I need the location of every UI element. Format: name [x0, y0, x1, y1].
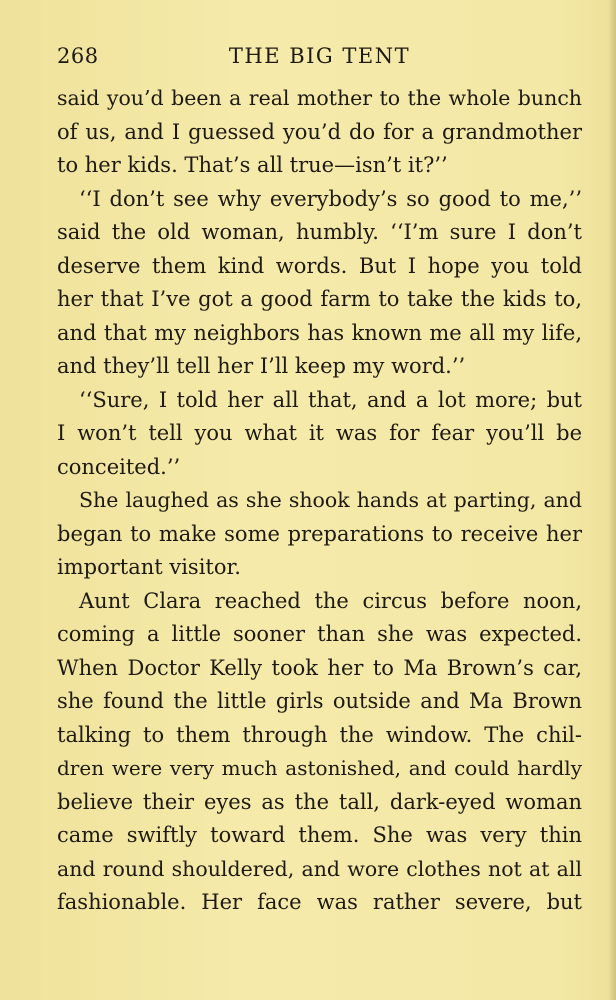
text-line: and that my neighbors has known me all my life, — [57, 320, 582, 345]
text-line: and they’ll tell her I’ll keep my word.’’ — [57, 354, 466, 378]
text-line: Aunt Clara reached the circus before noon, — [79, 588, 582, 613]
text-line: ‘‘Sure, I told her all that, and a lot more; but — [79, 387, 582, 412]
text-line: conceited.’’ — [57, 454, 181, 479]
page-edge-shadow — [608, 0, 616, 1000]
text-line: ‘‘I don’t see why everybody’s so good to me,’’ — [79, 186, 582, 211]
text-line: and round shouldered, and wore clothes not at all — [57, 856, 582, 881]
text-line: I won’t tell you what it was for fear you’ll be — [57, 421, 582, 445]
text-line: fashionable. Her face was rather severe, but — [57, 890, 582, 914]
running-title: THE BIG TENT — [228, 44, 411, 68]
text-line: her that I’ve got a good farm to take the kids to, — [57, 287, 582, 311]
text-line: began to make some preparations to receive her — [57, 521, 582, 546]
body-text — [57, 82, 582, 920]
page-header — [57, 44, 582, 74]
text-line: said you’d been a real mother to the whole bunch — [57, 86, 582, 110]
text-line: deserve them kind words. But I hope you told — [57, 253, 582, 278]
text-line: She laughed as she shook hands at parting, and — [79, 488, 582, 512]
text-line: important visitor. — [57, 555, 241, 579]
text-line: coming a little sooner than she was expected. — [57, 622, 582, 646]
text-line: believe their eyes as the tall, dark-eyed woman — [57, 789, 582, 814]
text-line: she found the little girls outside and Ma Brown — [57, 689, 582, 713]
text-line: talking to them through the window. The chil- — [57, 722, 582, 747]
text-line: to her kids. That’s all true—isn’t it?’’ — [57, 153, 448, 177]
text-line: came swiftly toward them. She was very thin — [57, 823, 582, 847]
text-line: dren were very much astonished, and could hardly — [57, 756, 582, 780]
text-line: When Doctor Kelly took her to Ma Brown’s car, — [57, 655, 582, 680]
text-line: of us, and I guessed you’d do for a grandmother — [57, 119, 582, 144]
page-number: 268 — [57, 44, 99, 68]
text-line: said the old woman, humbly. ‘‘I’m sure I don’t — [57, 220, 582, 244]
